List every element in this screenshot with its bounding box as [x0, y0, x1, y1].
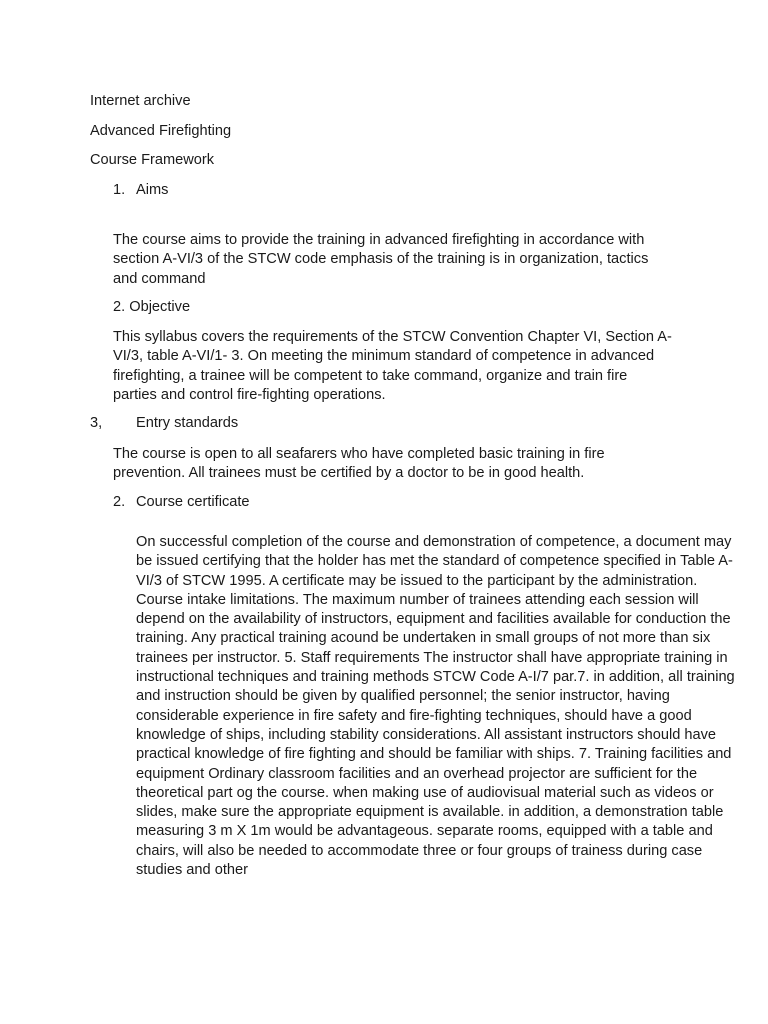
course-certificate-number: 2. — [113, 494, 126, 510]
objective-text: This syllabus covers the requirements of the STCW Convention Chapter VI, Section A-VI/3, table A-VI/1- 3. On meeting the minimum standard of competence in advanced firefighting, a trainee will be competent to take command, organize and train fire parties and control fire-fighting operations. — [113, 329, 672, 403]
course-title: Advanced Firefighting — [90, 123, 232, 139]
course-certificate-text: On successful completion of the course and demonstration of competence, a document may be issued certifying that the holder has met the standard of competence specified in Table A-VI/3 of STCW 1995. A certificate may be issued to the participant by the administration. Course intake limitations. The maximum number of trainees attending each session will depend on the availability of instructors, equipment and facilities available for conduction the training. Any practical training acound be undertaken in small groups of not more than six trainees per instructor. 5. Staff requirements The instructor shall have appropriate training in instructional techniques and training methods STCW Code A-I/7 par.7. in addition, all training and instruction should be given by qualified personnel; the senior instructor, having considerable experience in fire safety and fire-fighting techniques, should have a good knowledge of ships, including stability considerations. All assistant instructors should have practical knowledge of fire fighting and should be familiar with ships. 7. Training facilities and equipment Ordinary classroom facilities and an overhead projector are sufficient for the theoretical part og the course. when making use of audiovisual material such as videos or slides, make sure the appropriate equipment is available. in addition, a demonstration table measuring 3 m X 1m would be advantageous. separate rooms, equipped with a table and chairs, will also be needed to accommodate three or four groups of trainess during case studies and other — [136, 534, 735, 879]
course-certificate-heading: Course certificate — [136, 494, 250, 510]
entry-standards-heading: Entry standards — [136, 415, 239, 431]
aims-heading: Aims — [136, 182, 169, 198]
entry-standards-text: The course is open to all seafarers who have completed basic training in fire prevention. All trainees must be certified by a doctor to be in good health. — [113, 446, 605, 482]
source-label: Internet archive — [90, 93, 191, 109]
objective-heading: 2. Objective — [113, 299, 191, 315]
entry-standards-number: 3, — [90, 415, 103, 431]
aims-number: 1. — [113, 182, 126, 198]
framework-title: Course Framework — [90, 152, 215, 168]
aims-text: The course aims to provide the training in advanced firefighting in accordance with section A-VI/3 of the STCW code emphasis of the training is in organization, tactics and command — [113, 232, 649, 287]
